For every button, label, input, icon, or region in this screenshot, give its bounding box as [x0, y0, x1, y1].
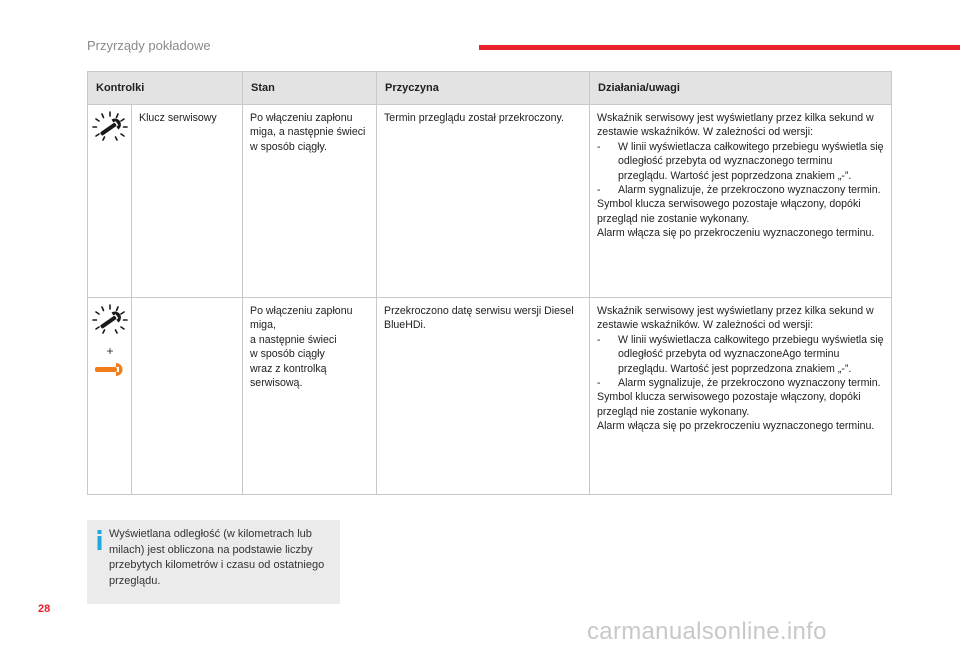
column-header-stan: Stan — [243, 72, 377, 105]
actions-bullet: - W linii wyświetlacza całkowitego przebiegu wyświetla się odległość przebyta od wyznaczoneAgo terminu przeglądu. Wartość jest poprzedzona znakiem „-”. — [597, 333, 884, 375]
plus-sign: + — [106, 344, 114, 359]
actions-bullet: - Alarm sygnalizuje, że przekroczono wyznaczony termin. — [597, 184, 881, 197]
indicator-name — [132, 298, 243, 495]
table-row — [88, 298, 892, 495]
indicator-cause: Przekroczono datę serwisu wersji Diesel BlueHDi. — [377, 298, 590, 495]
actions-outro: Symbol klucza serwisowego pozostaje włączony, dopóki przegląd nie zostanie wykonany. Alarm włącza się po przekroczeniu wyznaczonego terminu. — [597, 391, 875, 433]
service-wrench-icon — [91, 304, 129, 338]
actions-intro: Wskaźnik serwisowy jest wyświetlany przez kilka sekund w zestawie wskaźników. W zależności od wersji: — [597, 305, 874, 332]
orange-wrench-icon — [93, 361, 127, 377]
indicator-state: Po włączeniu zapłonu miga, a następnie świeci w sposób ciągły. — [243, 105, 377, 298]
column-header-dzialania: Działania/uwagi — [590, 72, 892, 105]
section-accent-bar — [479, 45, 960, 50]
page-number: 28 — [38, 603, 51, 615]
warning-lights-table — [87, 71, 892, 495]
info-icon — [96, 530, 103, 550]
watermark: carmanualsonline.info — [587, 618, 827, 645]
actions-bullet: - W linii wyświetlacza całkowitego przebiegu wyświetla się odległość przebyta od wyznaczonego terminu przeglądu. Wartość jest poprzedzona znakiem „-”. — [597, 140, 884, 182]
column-header-kontrolki: Kontrolki — [88, 72, 243, 105]
service-wrench-icon — [91, 111, 129, 145]
section-title: Przyrządy pokładowe — [87, 38, 211, 53]
indicator-cause: Termin przeglądu został przekroczony. — [377, 105, 590, 298]
table-header-row — [88, 72, 892, 105]
indicator-icon-cell — [88, 105, 132, 298]
table-row — [88, 105, 892, 298]
info-note — [87, 520, 340, 604]
actions-intro: Wskaźnik serwisowy jest wyświetlany przez kilka sekund w zestawie wskaźników. W zależności od wersji: — [597, 112, 874, 139]
indicator-actions — [590, 105, 892, 298]
column-header-przyczyna: Przyczyna — [377, 72, 590, 105]
indicator-actions — [590, 298, 892, 495]
indicator-icon-cell — [88, 298, 132, 495]
indicator-name: Klucz serwisowy — [132, 105, 243, 298]
actions-bullet: - Alarm sygnalizuje, że przekroczono wyznaczony termin. — [597, 377, 881, 390]
actions-outro: Symbol klucza serwisowego pozostaje włączony, dopóki przegląd nie zostanie wykonany. Alarm włącza się po przekroczeniu wyznaczonego terminu. — [597, 198, 875, 240]
info-note-text: Wyświetlana odległość (w kilometrach lub milach) jest obliczona na podstawie liczby przebytych kilometrów i czasu od ostatniego przeglądu. — [109, 528, 325, 587]
indicator-state: Po włączeniu zapłonu miga, a następnie świeci w sposób ciągły wraz z kontrolką serwisową. — [243, 298, 377, 495]
